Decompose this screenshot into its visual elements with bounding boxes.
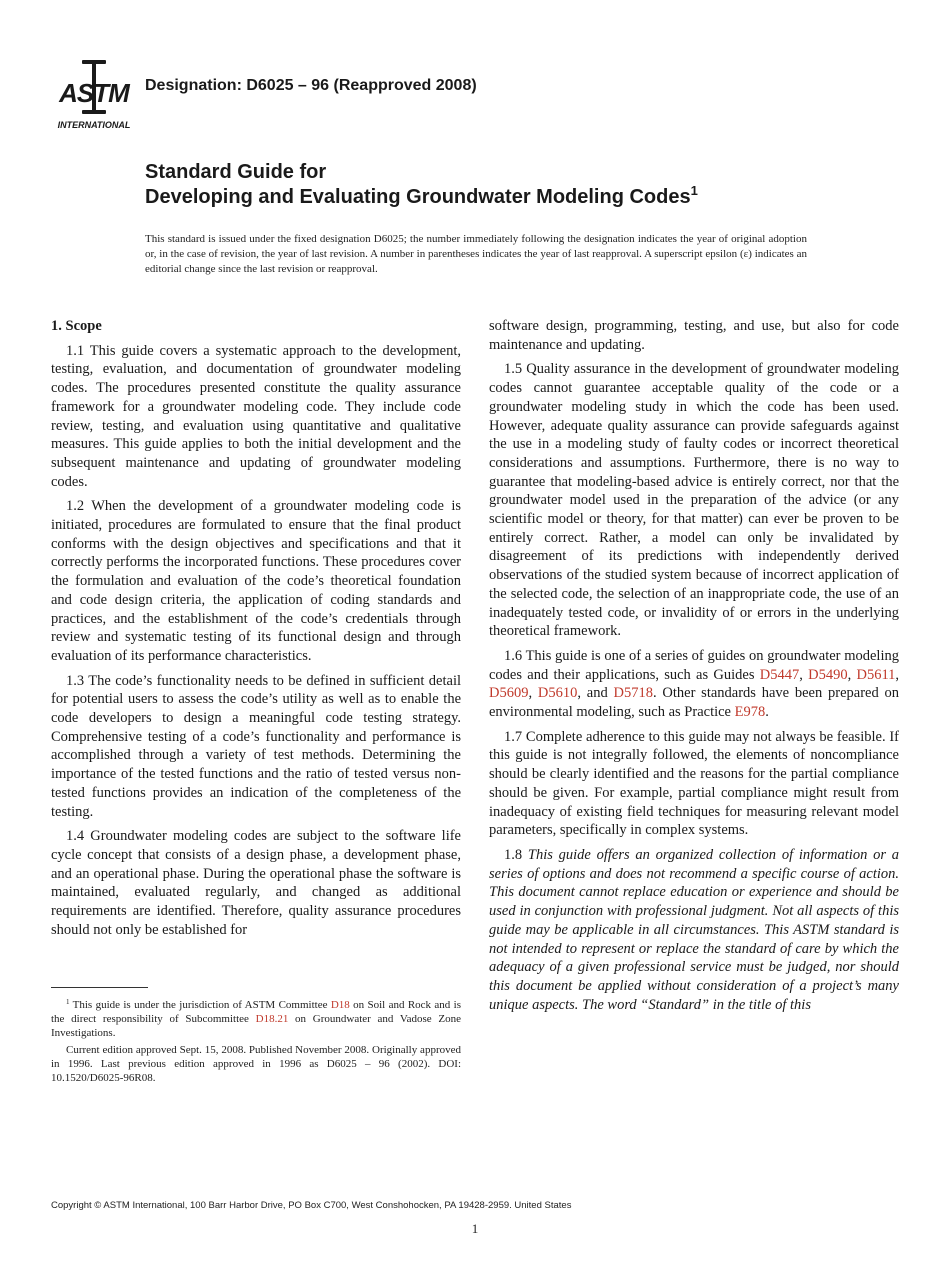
ref-link-d18[interactable]: D18	[330, 999, 350, 1011]
footnote-edition: Current edition approved Sept. 15, 2008. Published November 2008. Originally approved in 1996. Last previous edition approved in 1996 as D6025 – 96 (2002). DOI: 10.1520/D6025-96R08.	[51, 1043, 461, 1085]
title-footnote-mark: 1	[690, 183, 698, 198]
ref-link-d5611[interactable]: D5611	[856, 666, 896, 683]
ref-link-d5490[interactable]: D5490	[808, 666, 848, 683]
copyright-line: Copyright © ASTM International, 100 Barr Harbor Drive, PO Box C700, West Conshohocken, PA 19428-2959. United States	[51, 1200, 572, 1211]
section-heading: 1. Scope	[51, 318, 102, 334]
title-line-2: Developing and Evaluating Groundwater Modeling Codes$^1$	[145, 183, 698, 208]
ref-link-e978[interactable]: E978	[734, 704, 766, 721]
left-column	[51, 317, 461, 946]
preamble: This standard is issued under the fixed designation D6025; the number immediately following the designation indicates the year of original adoption or, in the case of revision, the year of last revision. A number in parentheses indicates the year of last reapproval. A superscript epsilon (ε) indicates an editorial change since the last revision or reapproval.	[145, 233, 807, 275]
paragraph-1-7: 1.7 Complete adherence to this guide may not always be feasible. If this guide is not integrally followed, the elements of noncompliance should be clearly identified and the reasons for the partial compliance should be given. For example, partial compliance might result from inadequacy of existing field techniques for measuring relevant model parameters, specifically in complex systems.	[489, 728, 899, 839]
paragraph-1-6: 1.6 This guide is one of a series of guides on groundwater modeling codes and their applications, such as Guides D5447, D5490, D5611, D5609, D5610, and D5718. Other standards have been prepared on environmental modeling, such as Practice E978.	[489, 647, 900, 721]
paragraph-1-2: 1.2 When the development of a groundwater modeling code is initiated, procedures are formulated to ensure that the final product conforms with the design objectives and specifications and that it correctly performs the incorporated functions. These procedures cover the formulation and evaluation of the code’s theoretical foundation and code design criteria, the application of coding standards and practices, and the establishment of the code’s credentials through review and systematic testing of its functional design and through evaluation of its performance characteristics.	[51, 498, 461, 664]
right-column	[489, 317, 899, 1020]
title-line-1: Standard Guide for	[145, 161, 327, 183]
paragraph-1-5: 1.5 Quality assurance in the development of groundwater modeling codes cannot guarantee acceptable quality of the code or a groundwater modeling study in which the code has been used. However, adequate quality assurance can provide safeguards against the use in a modeling study of faulty codes or incorrect theoretical considerations and assumptions. Furthermore, there is no way to guarantee that modeling-based advice is entirely correct, nor that the groundwater model used in the preparation of the advice (or any scientific model or theory, for that matter) can ever be proven to be entirely correct. Rather, a model can only be invalidated by disagreement of its predictions with independently derived observations of the studied system because of incorrect application of the selected code, the selection of an inappropriate code, the use of an inadequately tested code, or invalidity of or errors in the underlying theoretical framework.	[489, 361, 899, 640]
designation: Designation: D6025 – 96 (Reapproved 2008)	[145, 77, 477, 94]
logo-bottom-text: INTERNATIONAL	[57, 120, 131, 130]
paragraph-1-3: 1.3 The code’s functionality needs to be defined in sufficient detail for potential users to assess the code’s utility as well as to enable the code developers to design a meaningful code testing strategy. Comprehensive testing of a code’s functionality and performance is accomplished through a variety of test methods. Determining the importance of the tested functions and the ratio of tested versus non-tested functions provides an indication of the completeness of the testing.	[51, 672, 461, 820]
logo-top-text: ASTM	[59, 78, 129, 108]
footnote	[51, 998, 461, 1087]
ref-link-d5610[interactable]: D5610	[537, 685, 578, 702]
astm-international-logo	[52, 58, 136, 132]
paragraph-1-8: 1.8 This guide offers an organized collection of information or a series of options and does not recommend a specific course of action. This document cannot replace education or experience and should be used in conjunction with professional judgment. Not all aspects of this guide may be applicable in all circumstances. This ASTM standard is not intended to represent or replace the standard of care by which the adequacy of a given professional service must be judged, nor should this document be applied without consideration of a project’s many unique aspects. The word “Standard” in the title of this	[489, 846, 900, 1013]
page-number: 1	[471, 1221, 479, 1236]
ref-link-d18-21[interactable]: D18.21	[255, 1013, 289, 1026]
ref-link-d5609[interactable]: D5609	[489, 685, 529, 702]
paragraph-1-1: 1.1 This guide covers a systematic approach to the development, testing, evaluation, and documentation of groundwater modeling codes. The procedures presented constitute the quality assurance framework for a groundwater modeling code. They include code review, testing, and evaluation using quantitative and qualitative measures. This guide applies to both the initial development and the subsequent maintenance and updating of groundwater modeling codes.	[51, 342, 461, 490]
footnote-divider	[51, 987, 148, 988]
document-title	[145, 160, 698, 210]
ref-link-d5718[interactable]: D5718	[613, 685, 653, 702]
ref-link-d5447[interactable]: D5447	[759, 666, 800, 683]
footnote-1: $^1$ This guide is under the jurisdiction of ASTM Committee D18 on Soil and Rock and is the direct responsibility of Subcommittee D18.21 on Groundwater and Vadose Zone Investigations.	[51, 998, 461, 1040]
paragraph-1-4: 1.4 Groundwater modeling codes are subject to the software life cycle concept that consists of a design phase, a development phase, and an operational phase. During the operational phase the software is maintained, evaluated regularly, and changed as additional requirements are identified. Therefore, quality assurance procedures should not only be established for	[51, 828, 461, 938]
paragraph-1-4-continued: software design, programming, testing, and use, but also for code maintenance and updating.	[489, 318, 899, 353]
